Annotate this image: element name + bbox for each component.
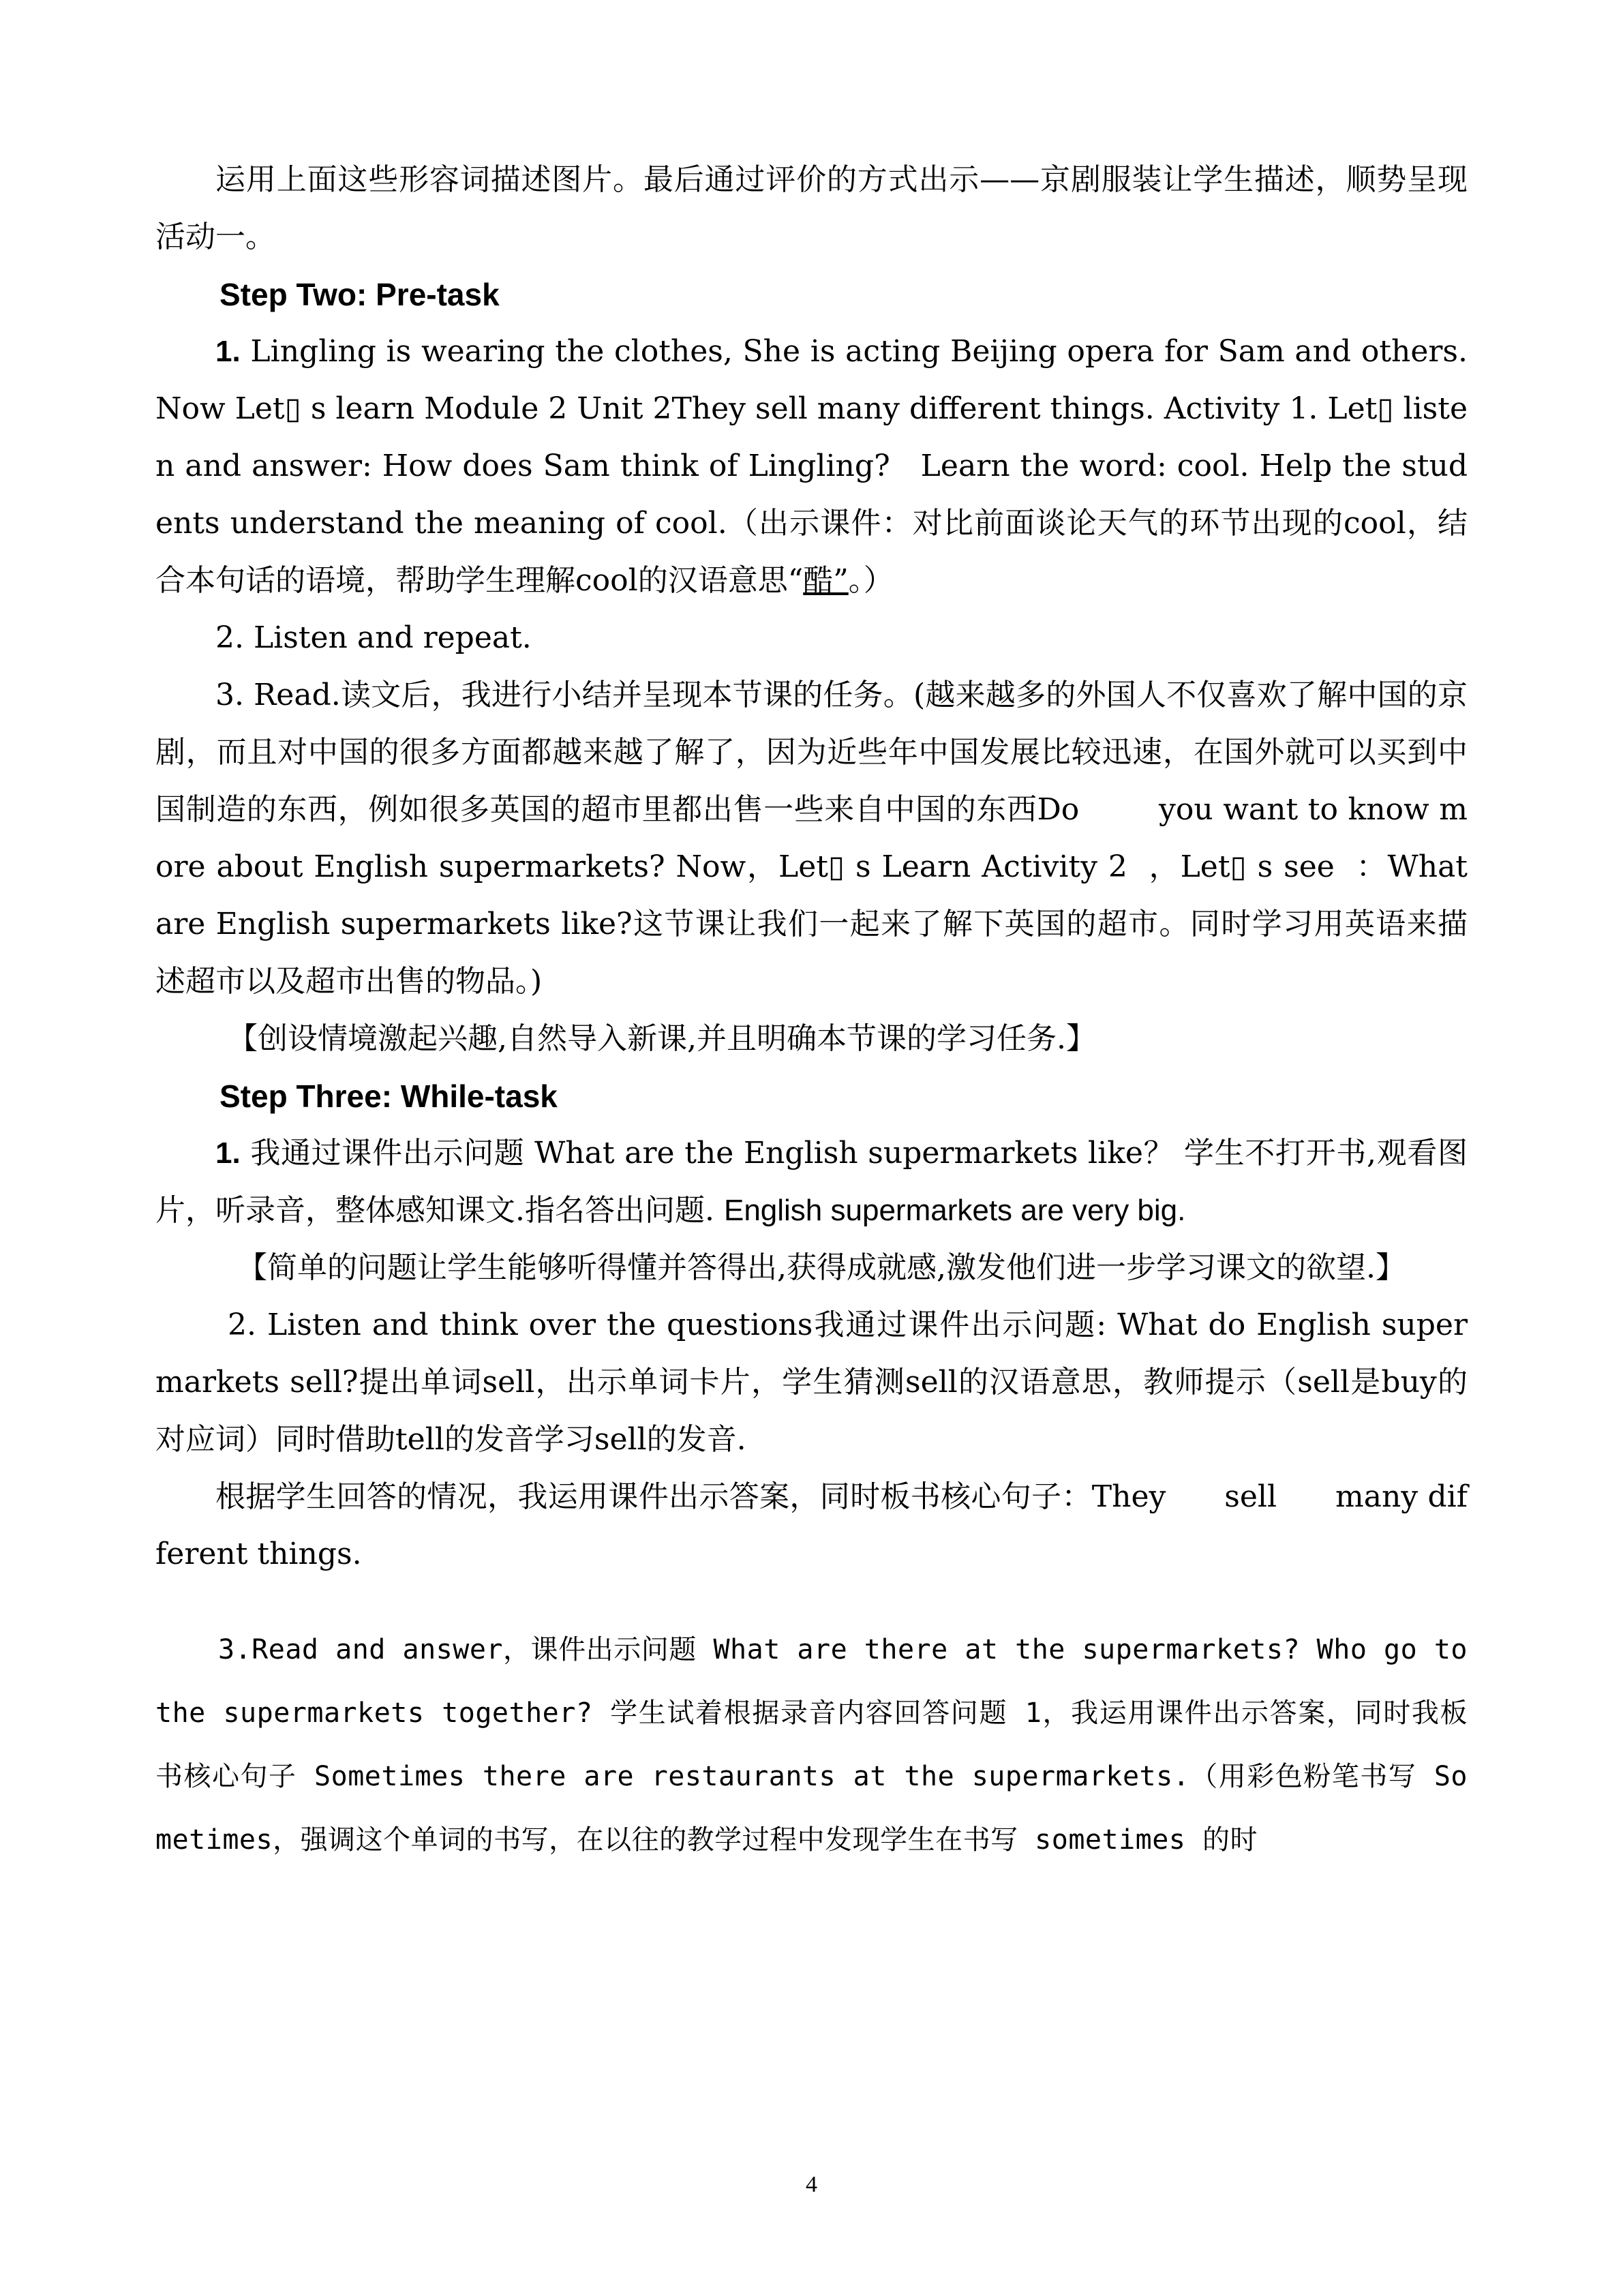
item-number: 1. (215, 335, 241, 368)
step-three-item-1 (155, 1125, 1468, 1239)
underlined-term: 酷” (803, 563, 849, 598)
step-three-item-2b: 根据学生回答的情况，我运用课件出示答案，同时板书核心句子：They sell many different things. (155, 1479, 1468, 1571)
page-number: 4 (806, 2172, 817, 2197)
step-two-item-1 (155, 323, 1468, 609)
step-two-note: 【创设情境激起兴趣,自然导入新课,并且明确本节课的学习任务.】 (228, 1021, 1096, 1056)
document-body (155, 151, 1468, 1872)
step-three-item-3: 3.Read and answer，课件出示问题 What are there at the supermarkets? Who go to the supermarkets together? 学生试着根据录音内容回答问题 1，我运用课件出示答案，同时我板书核心句子 Sometimes there are restaurants at the supermarkets.（用彩色粉笔书写 Sometimes，强调这个单词的书写，在以往的教学过程中发现学生在书写 sometimes 的时 (155, 1634, 1468, 1856)
item-number: 1. (215, 1136, 241, 1170)
step-three-note: 【简单的问题让学生能够听得懂并答得出,获得成就感,激发他们进一步学习课文的欲望.】 (237, 1250, 1406, 1285)
item-text-end: 。） (848, 563, 894, 598)
item-text: Lingling is wearing the clothes, She is acting Beijing opera for Sam and others. Now Let▯ s learn Module 2 Unit 2They sell many different things. Activity 1. Let▯ listen and answer: How does Sam think of Lingling? Learn the word: cool. Help the students understand the meaning of cool.（出示课件：对比前面谈论天气的环节出现的cool，结合本句话的语境，帮助学生理解cool的汉语意思“ (155, 334, 1468, 598)
answer-text: English supermarkets are very big. (723, 1194, 1186, 1227)
step-two-heading: Step Two: Pre-task (219, 277, 500, 312)
step-three-heading: Step Three: While-task (219, 1078, 558, 1114)
item-text: 我通过课件出示问题 What are the English supermarkets like？ 学生不打开书,观看图片，听录音，整体感知课文.指名答出问题. (155, 1136, 1468, 1228)
step-two-item-2: 2. Listen and repeat. (215, 620, 532, 655)
step-three-item-2: 2. Listen and think over the questions我通过课件出示问题: What do English supermarkets sell?提出单词sell，出示单词卡片，学生猜测sell的汉语意思，教师提示（sell是buy的对应词）同时借助tell的发音学习sell的发音. (155, 1308, 1468, 1457)
intro-paragraph: 运用上面这些形容词描述图片。最后通过评价的方式出示——京剧服装让学生描述，顺势呈现活动一。 (155, 162, 1468, 254)
step-two-item-3: 3. Read.读文后，我进行小结并呈现本节课的任务。(越来越多的外国人不仅喜欢了解中国的京剧，而且对中国的很多方面都越来越了解了，因为近些年中国发展比较迅速，在国外就可以买到中国制造的东西，例如很多英国的超市里都出售一些来自中国的东西Do you want to know more about English supermarkets? Now，Let▯ s Learn Activity 2 ，Let▯ s see ：What are English supermarkets like?这节课让我们一起来了解下英国的超市。同时学习用英语来描述超市以及超市出售的物品。) (155, 678, 1468, 999)
spacer (155, 1583, 1468, 1618)
